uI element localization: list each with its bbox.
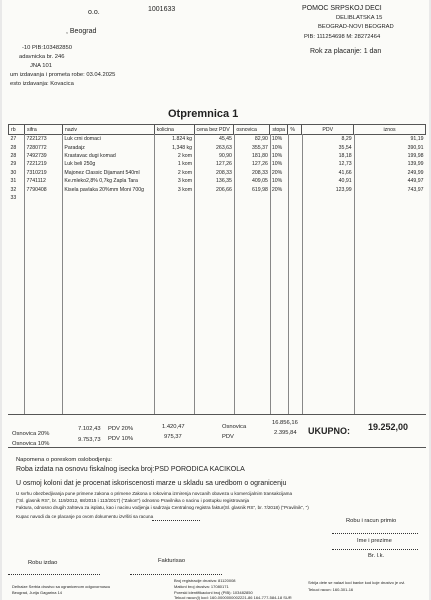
cell-pdv: 35,54	[338, 144, 352, 151]
cell-kolicina: 1,348 kg	[172, 144, 193, 151]
cell-naziv: Luk beli 250g	[64, 161, 96, 168]
column-divider	[354, 134, 355, 414]
issued-by-label: Robu izdao	[28, 560, 58, 566]
footer-reg-number: Broj registracije drustva: 81120008	[174, 578, 236, 583]
received-by-line	[332, 533, 418, 534]
note-law-1: U svrhu obezbedjivanja pune primene zakona o primene Zakona o rokovima izmirenja novcanih obaveza u komercijalnim transakcijama	[16, 491, 293, 496]
cell-naziv: Ke.mleko2,8% 0,7kg Zapla Tara	[64, 178, 138, 185]
column-divider	[270, 134, 271, 414]
cell-rb: 30	[10, 169, 17, 176]
osnovica20-value: 7.102,43	[78, 426, 101, 432]
col-iznos: iznos	[354, 125, 426, 135]
cell-osnovica: 619,98	[251, 186, 268, 193]
cell-rb: 32	[10, 186, 17, 193]
footer-pib: Poreski identifikacioni broj (PIB): 103482850	[174, 590, 253, 595]
cell-pdv	[302, 194, 354, 202]
cell-iznos: 449,97	[407, 178, 424, 185]
cell-rb: 27	[10, 136, 17, 143]
pdv-label: PDV	[222, 434, 234, 440]
cell-cena: 45,45	[218, 136, 232, 143]
cell-iznos: 91,19	[410, 136, 424, 143]
pdv20-label: PDV 20%	[108, 426, 134, 432]
cell-iznos: 199,98	[407, 152, 424, 159]
cell-pct	[288, 143, 302, 151]
table-row	[9, 143, 426, 151]
received-by-label: Robu i racun primio	[346, 518, 397, 524]
col-stopa: stopa	[270, 125, 288, 135]
cell-kolicina: 3 kom	[177, 186, 193, 193]
note-fiscal-receipt: Roba izdata na osnovu fiskalnog isecka broj:PSD PORODICA KACIKOLA	[16, 466, 245, 473]
payment-term: Rok za placanje: 1 dan	[310, 48, 382, 55]
cell-naziv: Luk crni domaci	[64, 136, 101, 143]
cell-stopa: 20%	[271, 169, 283, 176]
issued-by-line	[8, 574, 100, 575]
issue-place: esto izdavanja: Kovacica	[10, 81, 74, 87]
cell-stopa	[270, 194, 288, 202]
cell-stopa: 20%	[271, 186, 283, 193]
cell-pct	[288, 152, 302, 160]
cell-kolicina: 1.824 kg	[172, 136, 193, 143]
cell-kolicina: 2 kom	[177, 169, 193, 176]
cell-pdv: 12,73	[338, 161, 352, 168]
cell-kolicina: 3 kom	[177, 178, 193, 185]
seller-address: adavnicka br. 246	[19, 54, 65, 60]
cell-sifra: 7221219	[26, 161, 47, 168]
cell-stopa: 10%	[271, 136, 283, 143]
cell-osnovica: 208,33	[251, 169, 268, 176]
cell-pct	[288, 177, 302, 185]
col-rb: rb	[9, 125, 25, 135]
cell-naziv: Paradajz	[64, 144, 85, 151]
column-divider	[24, 134, 25, 414]
buyer-name: POMOC SRPSKOJ DECI	[302, 5, 382, 12]
osnovica-value: 16.856,16	[272, 420, 298, 426]
pdv10-label: PDV 10%	[108, 436, 134, 442]
table-row	[9, 185, 426, 193]
document-number: 1001633	[148, 6, 176, 13]
id-card-label: Br. l.k.	[368, 553, 385, 559]
cell-cena: 127,26	[216, 161, 232, 168]
cell-sifra: 7741112	[26, 178, 46, 185]
cell-sifra: 7310219	[26, 169, 47, 176]
cell-rb: 33	[10, 194, 17, 201]
note-law-3: Faktura, odnosno drugih zahteva za isplatu, kao i nacinu vodjenja i sadrzaju Centralnog registra faktur(Sl. glasnik RS", br. 7/2018) ("Pravilnik", ")	[16, 505, 309, 510]
cell-cena: 263,63	[216, 144, 232, 151]
cell-pdv: 41,66	[338, 169, 352, 176]
cell-kolicina: 1 kom	[177, 161, 193, 168]
note-law-2: ("Sl. glasnik RS", br. 119/2012, 68/2015 i 113/2017) ("Zakon") odnosno Pravilnika o nacinu i postupku registrovanja	[16, 498, 250, 503]
invoiced-by-line	[130, 574, 222, 575]
cell-rb: 29	[10, 161, 17, 168]
col-sifra: sifra	[24, 125, 62, 135]
cell-naziv	[62, 194, 154, 202]
cell-rb: 28	[10, 152, 17, 159]
cell-stopa: 10%	[271, 152, 283, 159]
footer-company-id: Maticni broj drustva: 17080171	[174, 584, 229, 589]
table-row	[9, 160, 426, 168]
osnovica10-value: 9.753,73	[78, 437, 101, 443]
invoice-page	[2, 0, 429, 600]
footer-company: Delhaize Serbia drustvo sa ogranicenom odgovornoscu	[12, 584, 111, 589]
footer-accounts: Tekuci racun(i) kod: 160-0000000002221-86 164-777-584-18 SUR	[174, 595, 292, 600]
cell-pct	[288, 160, 302, 168]
ukupno-value: 19.252,00	[368, 422, 409, 432]
cell-pct	[288, 194, 302, 202]
cell-osnovica	[234, 194, 270, 202]
pdv-value: 2.395,84	[274, 430, 297, 436]
cell-cena: 208,33	[216, 169, 232, 176]
account-line	[152, 520, 200, 521]
ukupno-label: UKUPNO:	[308, 426, 350, 436]
cell-sifra: 7492739	[26, 152, 47, 159]
cell-osnovica: 82,90	[254, 136, 268, 143]
cell-osnovica: 127,26	[251, 161, 268, 168]
osnovica20-label: Osnovica 20%	[12, 431, 50, 437]
cell-rb: 28	[10, 144, 17, 151]
cell-cena: 136,35	[216, 178, 232, 185]
column-divider	[194, 134, 195, 414]
col-cena: cena bez PDV	[194, 125, 234, 135]
cell-stopa: 10%	[271, 144, 283, 151]
cell-pdv: 18,18	[338, 152, 352, 159]
cell-cena: 90,90	[218, 152, 232, 159]
footer-bank-note: Srbija dete se nalazi kod banke kod koje drustvo je ovl.	[308, 580, 406, 585]
buyer-street: DELIBLATSKA 15	[336, 15, 383, 21]
buyer-city: BEOGRAD-NOVI BEOGRAD	[318, 24, 394, 30]
pdv20-value: 1.420,47	[162, 424, 185, 430]
col-osnovica: osnovica	[234, 125, 270, 135]
cell-pdv: 8,29	[341, 136, 352, 143]
id-line	[332, 549, 418, 550]
footer-address: Beograd, Jurija Gagarina 14	[12, 590, 63, 595]
totals-bottom-rule	[8, 447, 426, 448]
cell-pct	[288, 135, 302, 144]
cell-sifra	[24, 194, 62, 202]
cell-osnovica: 181,80	[251, 152, 268, 159]
document-title: Otpremnica 1	[168, 108, 239, 120]
seller-pib: -10 PIB:103482850	[22, 45, 72, 51]
invoiced-by-label: Fakturisao	[158, 558, 186, 564]
note-margin: U osmoj koloni dat je procenat iskoriscenosti marze u skladu sa uredbom o ogranicenju	[16, 480, 287, 487]
col-pct: %	[288, 125, 302, 135]
table-row	[9, 169, 426, 177]
cell-sifra: 7280772	[26, 144, 47, 151]
cell-osnovica: 355,37	[251, 144, 268, 151]
table-row	[9, 152, 426, 160]
column-divider	[288, 134, 289, 414]
col-naziv: naziv	[62, 125, 154, 135]
cell-sifra: 7790408	[26, 186, 47, 193]
column-divider	[62, 134, 63, 414]
cell-pct	[288, 185, 302, 193]
col-kolicina: kolicina	[154, 125, 194, 135]
issue-date: um izdavanja i prometa robe: 03.04.2025	[10, 72, 116, 78]
table-row	[9, 135, 426, 144]
seller-name-fragment: o.o.	[88, 9, 100, 16]
cell-kolicina	[154, 194, 194, 202]
column-divider	[234, 134, 235, 414]
cell-sifra: 7221273	[26, 136, 47, 143]
pdv10-value: 975,37	[164, 434, 182, 440]
buyer-pib: PIB: 111254698 M: 28272464	[304, 34, 381, 40]
column-divider	[302, 134, 303, 414]
cell-iznos	[354, 194, 426, 202]
cell-stopa: 10%	[271, 178, 283, 185]
footer-bank-account: Tekuci racun: 160-301-16	[308, 587, 354, 592]
cell-pdv: 40,91	[338, 178, 352, 185]
cell-naziv: Krastavac dugi komad	[64, 152, 116, 159]
column-divider	[154, 134, 155, 414]
note-payment-account: Kupac navodi da ce placanje po ovom dokumentu izvršiti sa racuna	[16, 514, 154, 519]
table-row	[9, 194, 426, 202]
cell-iznos: 390,91	[407, 144, 424, 151]
cell-kolicina: 2 kom	[177, 152, 193, 159]
cell-naziv: Kisela pavlaka 20%mm Moni 700g	[64, 186, 144, 193]
col-pdv: PDV	[302, 125, 354, 135]
cell-iznos: 743,97	[407, 186, 424, 193]
osnovica10-label: Osnovica 10%	[12, 441, 50, 447]
cell-cena	[194, 194, 234, 202]
items-table	[8, 124, 426, 202]
cell-osnovica: 409,05	[251, 178, 268, 185]
cell-stopa: 10%	[271, 161, 283, 168]
seller-city: , Beograd	[66, 28, 97, 35]
cell-naziv: Majonez Classic Dijamant 540ml	[64, 169, 140, 176]
table-row	[9, 177, 426, 185]
seller-place: JNA 101	[30, 63, 52, 69]
cell-pdv: 123,99	[335, 186, 352, 193]
cell-cena: 206,66	[216, 186, 232, 193]
table-header-row	[9, 125, 426, 135]
osnovica-label: Osnovica	[222, 424, 247, 430]
totals-top-rule	[8, 414, 426, 415]
cell-iznos: 139,99	[407, 161, 424, 168]
note-tax-exemption: Napomena o poreskom oslobodjenju:	[16, 457, 113, 463]
cell-pct	[288, 169, 302, 177]
name-surname-label: Ime i prezime	[357, 538, 392, 544]
cell-iznos: 249,99	[407, 169, 424, 176]
cell-rb: 31	[10, 178, 17, 185]
